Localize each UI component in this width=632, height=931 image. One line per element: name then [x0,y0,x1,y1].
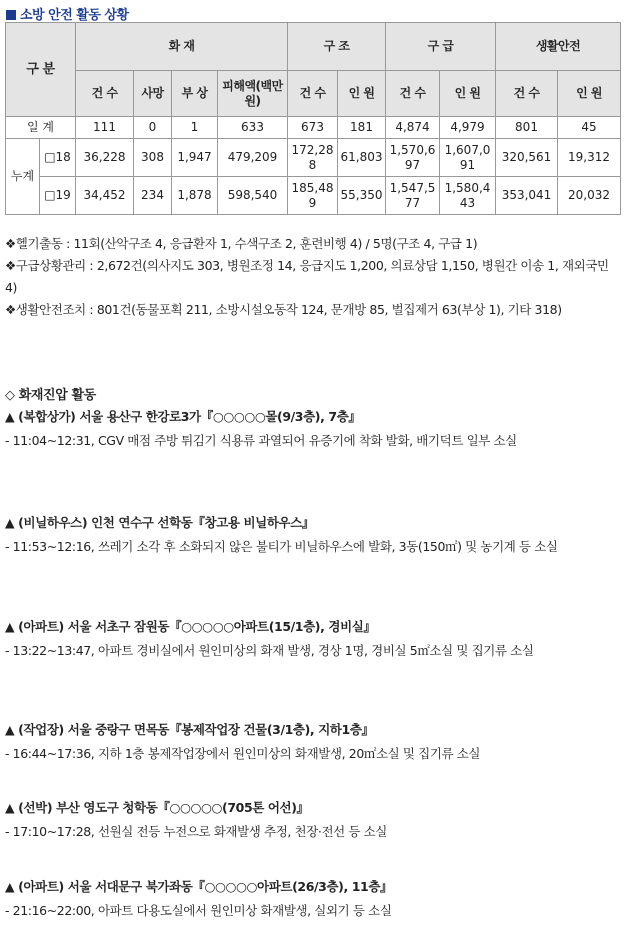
incident-desc: - 13:22~13:47, 아파트 경비실에서 원인미상의 화재 발생, 경상 1명, 경비실 5㎡소실 및 집기류 소실 [5,643,534,658]
table-cell: 1,547,577 [386,177,440,215]
stats-table [5,22,621,215]
col-rescue-people: 인 원 [338,71,386,117]
rescue-group-header: 구 조 [288,23,386,71]
col-fire-injury: 부 상 [172,71,218,117]
incident-item [5,616,621,662]
table-cell: 1 [172,117,218,139]
life-group-header: 생활안전 [496,23,621,71]
table-cell: 19,312 [558,139,621,177]
notes [5,233,621,321]
col-fire-damage: 피해액(백만원) [218,71,288,117]
table-cell: 4,874 [386,117,440,139]
incident-item [5,797,621,843]
incident-desc: - 11:04~12:31, CGV 매점 주방 튀김기 식용류 과열되어 유증기에 착화 발화, 배기덕트 일부 소실 [5,433,517,448]
table-cell: 172,288 [288,139,338,177]
note-life-safety: ❖생활안전조치 : 801건(동물포획 211, 소방시설오동작 124, 문개방 85, 벌집제거 63(부상 1), 기타 318) [5,302,562,317]
incident-head: ▲ (비닐하우스) 인천 연수구 선학동『창고용 비닐하우스』 [5,515,314,530]
incident-head: ▲ (복합상가) 서울 용산구 한강로3가『○○○○○몰(9/3층), 7층』 [5,409,361,424]
square-bullet-icon [6,10,16,20]
ems-group-header: 구 급 [386,23,496,71]
year-label: □18 [40,139,76,177]
page-title-text: 소방 안전 활동 상황 [20,8,129,23]
table-cell: 45 [558,117,621,139]
table-cell: 479,209 [218,139,288,177]
header-row-cols [6,71,621,117]
incident-head: ▲ (아파트) 서울 서초구 잠원동『○○○○○아파트(15/1층), 경비실』 [5,619,376,634]
table-cell: 61,803 [338,139,386,177]
col-fire-death: 사망 [134,71,172,117]
table-cell: 4,979 [440,117,496,139]
table-cell: 36,228 [76,139,134,177]
incident-item [5,512,621,558]
table-cell: 111 [76,117,134,139]
incident-item [5,406,621,452]
page-title [6,4,129,23]
header-row-groups [6,23,621,71]
table-cell: 801 [496,117,558,139]
note-ems-management: ❖구급상황관리 : 2,672건(의사지도 303, 병원조정 14, 응급지도 1,200, 의료상담 1,150, 병원간 이송 1, 재외국민 4) [5,258,609,295]
incident-desc: - 21:16~22:00, 아파트 다용도실에서 원인미상 화재발생, 실외기 등 소실 [5,903,392,918]
table-cell: 308 [134,139,172,177]
table-cell: 320,561 [496,139,558,177]
table-cell: 0 [134,117,172,139]
col-life-people: 인 원 [558,71,621,117]
table-cell: 185,489 [288,177,338,215]
table-cell: 34,452 [76,177,134,215]
table-cell: 1,878 [172,177,218,215]
incident-head: ▲ (작업장) 서울 중랑구 면목동『봉제작업장 건물(3/1층), 지하1층』 [5,722,374,737]
table-cell: 673 [288,117,338,139]
table-cell: 181 [338,117,386,139]
table-cell: 1,580,443 [440,177,496,215]
table-cell: 633 [218,117,288,139]
incident-item [5,876,621,922]
year-label: □19 [40,177,76,215]
col-ems-count: 건 수 [386,71,440,117]
col-life-count: 건 수 [496,71,558,117]
col-fire-count: 건 수 [76,71,134,117]
incident-desc: - 11:53~12:16, 쓰레기 소각 후 소화되지 않은 불티가 비닐하우스에 발화, 3동(150㎡) 및 농기계 등 소실 [5,539,558,554]
incident-item [5,719,621,765]
table-cell: 353,041 [496,177,558,215]
incident-desc: - 16:44~17:36, 지하 1층 봉제작업장에서 원인미상의 화재발생, 20㎡소실 및 집기류 소실 [5,746,481,761]
table-cell: 1,947 [172,139,218,177]
table-cell: 1,607,091 [440,139,496,177]
incident-head: ▲ (선박) 부산 영도구 청학동『○○○○○(705톤 어선)』 [5,800,309,815]
table-cell: 1,570,697 [386,139,440,177]
col-ems-people: 인 원 [440,71,496,117]
gubun-header: 구 분 [6,23,76,117]
table-cell: 598,540 [218,177,288,215]
table-cell: 55,350 [338,177,386,215]
section-title: ◇ 화재진압 활동 [5,388,96,403]
cumulative-label: 누계 [6,139,40,215]
incident-desc: - 17:10~17:28, 선원실 전등 누전으로 화재발생 추정, 천장·전선 등 소실 [5,824,387,839]
table-cell: 234 [134,177,172,215]
table-row-daily [6,117,621,139]
table-cell: 20,032 [558,177,621,215]
table-row-2018 [6,139,621,177]
table-row-2019 [6,177,621,215]
fire-group-header: 화 재 [76,23,288,71]
daily-label: 일 계 [6,117,76,139]
col-rescue-count: 건 수 [288,71,338,117]
incident-head: ▲ (아파트) 서울 서대문구 북가좌동『○○○○○아파트(26/3층), 11층』 [5,879,393,894]
note-helicopter: ❖헬기출동 : 11회(산악구조 4, 응급환자 1, 수색구조 2, 훈련비행 4) / 5명(구조 4, 구급 1) [5,236,478,251]
